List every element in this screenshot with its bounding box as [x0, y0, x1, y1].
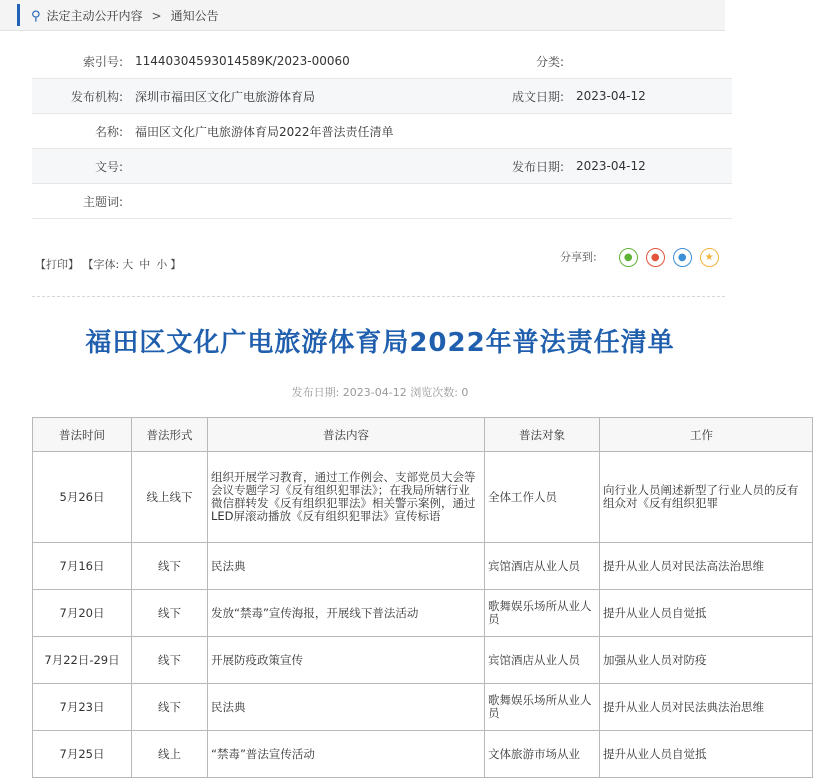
- cell-time: 5月26日: [33, 452, 132, 543]
- publish-date-value: 2023-04-12: [576, 149, 732, 184]
- article-subline: 发布日期: 2023-04-12 浏览次数: 0: [291, 386, 469, 399]
- publisher-label: 发布机构:: [32, 79, 135, 114]
- meta-row: [32, 79, 732, 114]
- breadcrumb-separator: >: [151, 9, 162, 23]
- font-large-link[interactable]: 大: [122, 258, 134, 271]
- font-size-suffix: 】: [170, 258, 182, 271]
- wechat-icon[interactable]: ●: [619, 248, 638, 267]
- document-meta-table: [32, 44, 732, 219]
- cell-work: 提升从业人员对民法高法治思维: [600, 543, 813, 590]
- breadcrumb-bar: [0, 0, 725, 31]
- weibo-icon[interactable]: ●: [646, 248, 665, 267]
- divider: [32, 296, 725, 297]
- header-work: 工作: [600, 418, 813, 452]
- subject-label: 主题词:: [32, 184, 135, 219]
- cell-form: 线下: [132, 684, 208, 731]
- table-row: [33, 590, 813, 637]
- cell-form: 线下: [132, 543, 208, 590]
- table-row: [33, 452, 813, 543]
- cell-work: 提升从业人员自觉抵: [600, 590, 813, 637]
- cell-work: 提升从业人员对民法典法治思维: [600, 684, 813, 731]
- breadcrumb-root-link[interactable]: 法定主动公开内容: [46, 9, 143, 23]
- name-value: 福田区文化广电旅游体育局2022年普法责任清单: [135, 114, 732, 149]
- cell-content: 民法典: [208, 543, 485, 590]
- subject-value: [135, 184, 732, 219]
- name-label: 名称:: [32, 114, 135, 149]
- category-label: 分类:: [470, 44, 576, 79]
- share-bar: [560, 248, 719, 267]
- cell-time: 7月20日: [33, 590, 132, 637]
- cell-time: 7月25日: [33, 731, 132, 778]
- cell-audience: 歌舞娱乐场所从业人员: [485, 684, 600, 731]
- index-label: 索引号:: [32, 44, 135, 79]
- font-size-prefix: 【字体:: [82, 258, 120, 271]
- created-date-value: 2023-04-12: [576, 79, 732, 114]
- meta-row: [32, 114, 732, 149]
- cell-time: 7月16日: [33, 543, 132, 590]
- cell-form: 线下: [132, 590, 208, 637]
- cell-content: 开展防疫政策宣传: [208, 637, 485, 684]
- cell-form: 线下: [132, 637, 208, 684]
- breadcrumb: [31, 7, 219, 24]
- cell-content: 组织开展学习教育，通过工作例会、支部党员大会等会议专题学习《反有组织犯罪法》；在我局所辖行业微信群转发《反有组织犯罪法》相关警示案例，通过LED屏滚动播放《反有组织犯罪法》宣传标语: [208, 452, 485, 543]
- index-value: 11440304593014589K/2023-00060: [135, 44, 470, 79]
- cell-work: 向行业人员阐述新型了行业人员的反有组众对《反有组织犯罪: [600, 452, 813, 543]
- meta-row: [32, 149, 732, 184]
- font-small-link[interactable]: 小: [156, 258, 168, 271]
- table-row: [33, 637, 813, 684]
- table-row: [33, 543, 813, 590]
- header-time: 普法时间: [33, 418, 132, 452]
- cell-audience: 宾馆酒店从业人员: [485, 637, 600, 684]
- publish-date-label: 发布日期:: [470, 149, 576, 184]
- cell-audience: 宾馆酒店从业人员: [485, 543, 600, 590]
- plan-table: [32, 417, 813, 778]
- cell-work: 提升从业人员自觉抵: [600, 731, 813, 778]
- category-value: [576, 44, 732, 79]
- cell-form: 线上线下: [132, 452, 208, 543]
- cell-time: 7月23日: [33, 684, 132, 731]
- article-title: 福田区文化广电旅游体育局2022年普法责任清单: [85, 328, 675, 358]
- cell-audience: 全体工作人员: [485, 452, 600, 543]
- print-link[interactable]: 【打印】: [35, 258, 79, 271]
- meta-row: [32, 184, 732, 219]
- cell-content: 发放“禁毒”宣传海报，开展线下普法活动: [208, 590, 485, 637]
- header-form: 普法形式: [132, 418, 208, 452]
- breadcrumb-current-link[interactable]: 通知公告: [170, 9, 219, 23]
- header-audience: 普法对象: [485, 418, 600, 452]
- cell-content: 民法典: [208, 684, 485, 731]
- font-medium-link[interactable]: 中: [139, 258, 151, 271]
- qzone-icon[interactable]: ★: [700, 248, 719, 267]
- toolbar: [35, 256, 181, 272]
- cell-form: 线上: [132, 731, 208, 778]
- docno-label: 文号:: [32, 149, 135, 184]
- accent-bar: [17, 4, 20, 26]
- cell-audience: 文体旅游市场从业: [485, 731, 600, 778]
- table-row: [33, 684, 813, 731]
- cell-time: 7月22日-29日: [33, 637, 132, 684]
- cell-audience: 歌舞娱乐场所从业人员: [485, 590, 600, 637]
- plan-header-row: [33, 418, 813, 452]
- created-date-label: 成文日期:: [470, 79, 576, 114]
- table-row: [33, 731, 813, 778]
- location-pin-icon: ⚲: [31, 9, 41, 24]
- share-label: 分享到:: [560, 250, 597, 264]
- header-content: 普法内容: [208, 418, 485, 452]
- cell-content: “禁毒”普法宣传活动: [208, 731, 485, 778]
- cell-work: 加强从业人员对防疫: [600, 637, 813, 684]
- meta-row: [32, 44, 732, 79]
- qq-icon[interactable]: ●: [673, 248, 692, 267]
- docno-value: [135, 149, 470, 184]
- publisher-value: 深圳市福田区文化广电旅游体育局: [135, 79, 470, 114]
